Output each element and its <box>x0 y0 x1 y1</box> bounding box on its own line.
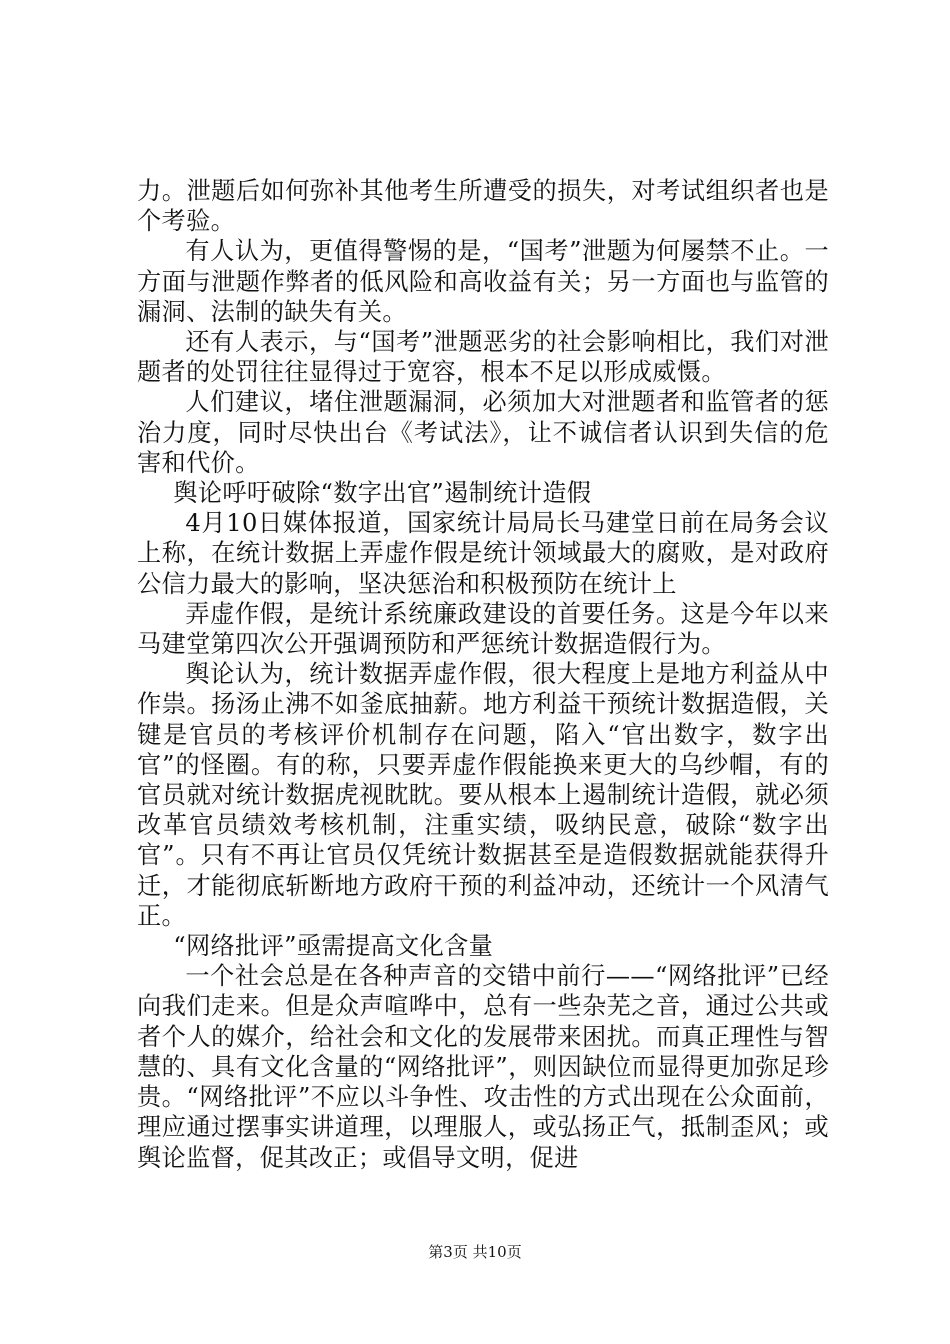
paragraph: 一个社会总是在各种声音的交错中前行——“网络批评”已经向我们走来。但是众声喧哗中，总有一些杂芜之音，通过公共或者个人的媒介，给社会和文化的发展带来困扰。而真正理性与智慧的、具有文化含量的“网络批评”，则因缺位而显得更加弥足珍贵。“网络批评”不应以斗争性、攻击性的方式出现在公众面前，理应通过摆事实讲道理，以理服人，或弘扬正气，抵制歪风；或舆论监督，促其改正；或倡导文明，促进 <box>137 962 829 1172</box>
page-number: 第3页 共10页 <box>428 1243 522 1261</box>
paragraph: 舆论认为，统计数据弄虚作假，很大程度上是地方利益从中作祟。扬汤止沸不如釜底抽薪。地方利益干预统计数据造假，关键是官员的考核评价机制存在问题，陷入“官出数字，数字出官”的怪圈。有的称，只要弄虚作假能换来更大的乌纱帽，有的官员就对统计数据虎视眈眈。要从根本上遏制统计造假，就必须改革官员绩效考核机制，注重实绩，吸纳民意，破除“数字出官”。只有不再让官员仅凭统计数据甚至是造假数据就能获得升迁，才能彻底斩断地方政府干预的利益冲动，还统计一个风清气正。 <box>137 660 829 930</box>
page-footer <box>0 1243 950 1261</box>
section-heading: 舆论呼吁破除“数字出官”遏制统计造假 <box>173 479 592 508</box>
section-heading: “网络批评”亟需提高文化含量 <box>173 932 494 961</box>
paragraph: 还有人表示，与“国考”泄题恶劣的社会影响相比，我们对泄题者的处罚往往显得过于宽容，根本不足以形成威慑。 <box>137 328 829 387</box>
paragraph: 有人认为，更值得警惕的是，“国考”泄题为何屡禁不止。一方面与泄题作弊者的低风险和高收益有关；另一方面也与监管的漏洞、法制的缺失有关。 <box>137 237 829 326</box>
paragraph: 弄虚作假，是统计系统廉政建设的首要任务。这是今年以来马建堂第四次公开强调预防和严惩统计数据造假行为。 <box>137 599 829 659</box>
paragraph: 4月10日媒体报道，国家统计局局长马建堂日前在局务会议上称，在统计数据上弄虚作假是统计领域最大的腐败，是对政府公信力最大的影响，坚决惩治和积极预防在统计上 <box>137 509 829 598</box>
document-body <box>137 176 829 1173</box>
paragraph: 力。泄题后如何弥补其他考生所遭受的损失，对考试组织者也是个考验。 <box>137 177 829 236</box>
paragraph: 人们建议，堵住泄题漏洞，必须加大对泄题者和监管者的惩治力度，同时尽快出台《考试法》，让不诚信者认识到失信的危害和代价。 <box>137 388 829 477</box>
